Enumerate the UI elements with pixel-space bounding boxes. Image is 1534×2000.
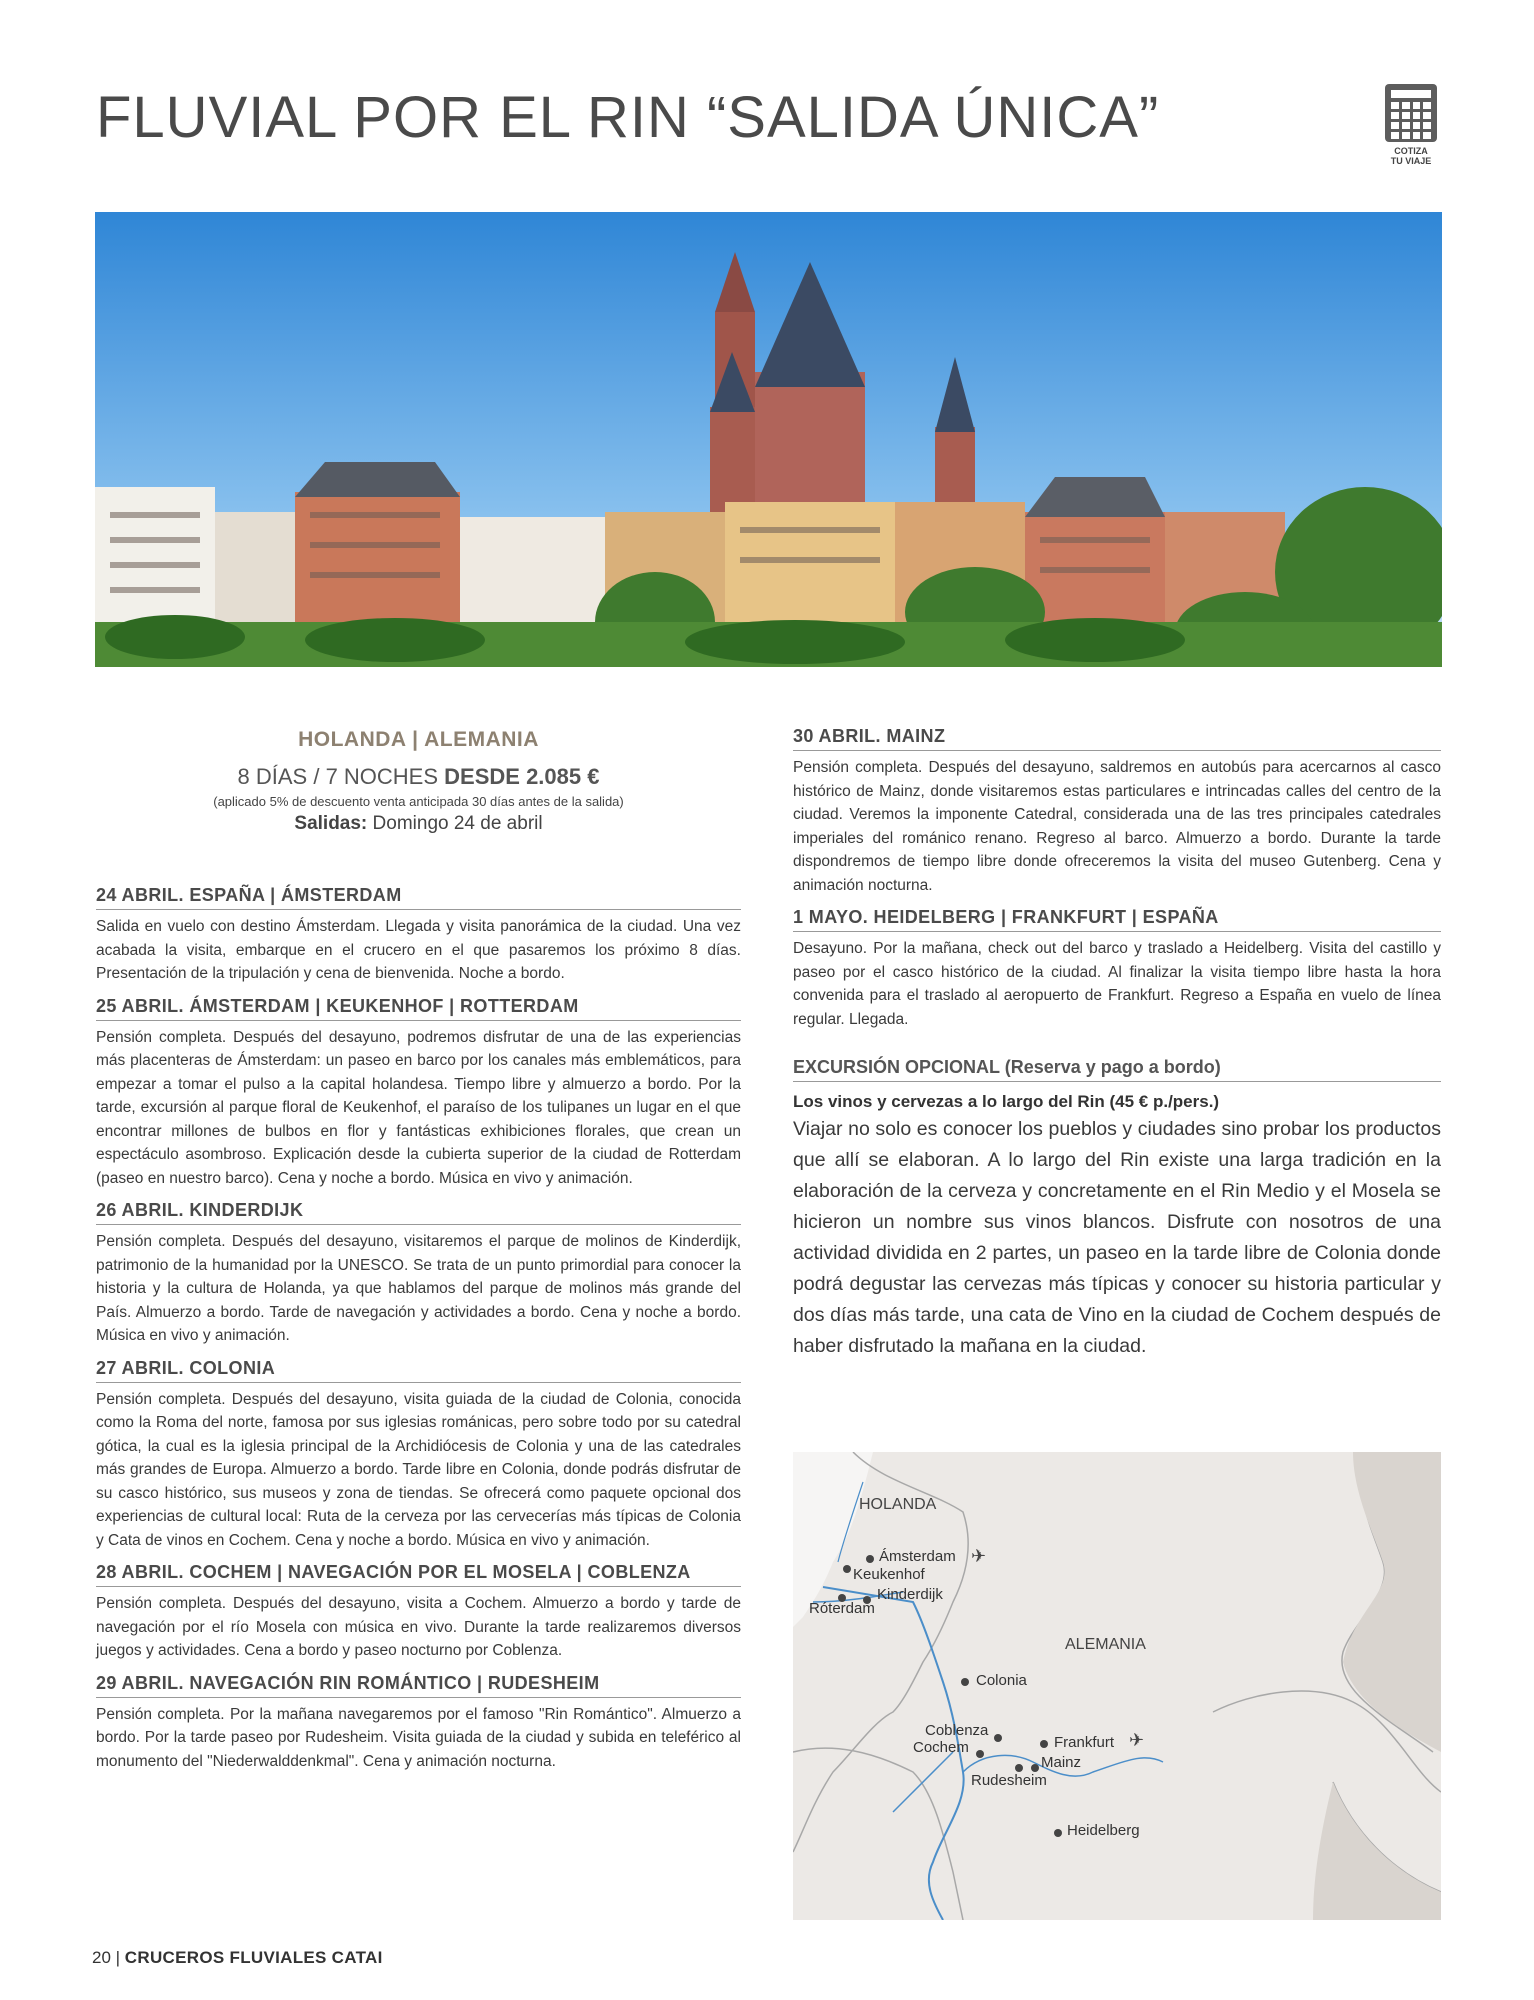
day-title: 25 ABRIL. ÁMSTERDAM | KEUKENHOF | ROTTERDAM bbox=[96, 994, 741, 1021]
day-description: Desayuno. Por la mañana, check out del barco y traslado a Heidelberg. Visita del castillo y paseo por el casco histórico de la ciudad. Al finalizar la visita tiempo libre hasta la hora convenida para el traslado al aeropuerto de Frankfurt. Regreso a España en vuelo de línea regular. Llegada. bbox=[793, 940, 1441, 1028]
map-label-keukenhof: Keukenhof bbox=[853, 1566, 925, 1583]
day-description: Pensión completa. Después del desayuno, saldremos en autobús para acercarnos al casco histórico de Mainz, donde visitaremos estas particulares e intrincadas calles del centro de la ciudad. Veremos la imponente Catedral, considerada una de las tres principales catedrales imperiales del románico renano. Regreso al barco. Almuerzo a bordo. Durante la tarde dispondremos de tiempo libre donde ofreceremos la visita del museo Gutenberg. Cena y animación nocturna. bbox=[793, 759, 1441, 894]
day-title: 29 ABRIL. NAVEGACIÓN RIN ROMÁNTICO | RUDESHEIM bbox=[96, 1671, 741, 1698]
cotiza-label-1: COTIZA bbox=[1394, 146, 1428, 156]
map-label-rudesheim: Rudesheim bbox=[971, 1772, 1047, 1789]
itinerary-day bbox=[793, 905, 1441, 1031]
map-label-frankfurt: Frankfurt bbox=[1054, 1734, 1115, 1751]
excursion-heading bbox=[793, 1055, 1441, 1082]
plane-icon: ✈ bbox=[971, 1546, 987, 1566]
day-description: Pensión completa. Después del desayuno, visita a Cochem. Almuerzo a bordo y tarde de navegación por el río Mosela con música en vivo. Durante la tarde realizaremos diversos juegos y actividades. Cena a bordo y paseo nocturno por Coblenza. bbox=[96, 1595, 741, 1659]
day-description: Salida en vuelo con destino Ámsterdam. Llegada y visita panorámica de la ciudad. Una vez acabada la visita, embarque en el crucero en el que pasaremos los próximo 8 días. Presentación de la tripulación y cena de bienvenida. Noche a bordo. bbox=[96, 918, 741, 982]
day-description: Pensión completa. Después del desayuno, visitaremos el parque de molinos de Kinderdijk, patrimonio de la humanidad por la UNESCO. Se trata de un punto primordial para conocer la historia y la cultura de Holanda, ya que hablamos del parque de molinos más grande del País. Almuerzo a bordo. Tarde de navegación y actividades a bordo. Cena y noche a bordo. Música en vivo y animación. bbox=[96, 1233, 741, 1344]
calculator-icon bbox=[1385, 84, 1437, 142]
page-footer bbox=[92, 1948, 383, 1968]
excursion-note: (Reserva y pago a bordo) bbox=[999, 1057, 1221, 1077]
map-label-mainz: Mainz bbox=[1041, 1754, 1082, 1771]
map-label-kinderdijk: Kinderdijk bbox=[877, 1586, 943, 1603]
map-dot-heidelberg bbox=[1054, 1829, 1062, 1837]
map-dot-coblenza bbox=[994, 1734, 1002, 1742]
itinerary-day bbox=[96, 883, 741, 986]
day-title: 28 ABRIL. COCHEM | NAVEGACIÓN POR EL MOSELA | COBLENZA bbox=[96, 1560, 741, 1587]
departures-value: Domingo 24 de abril bbox=[367, 813, 543, 834]
day-description: Pensión completa. Después del desayuno, visita guiada de la ciudad de Colonia, conocida como la Roma del norte, famosa por sus iglesias románicas, pero sobre todo por su catedral gótica, la cual es la iglesia principal de la Archidiócesis de Colonia y una de las catedrales más grandes de Europa. Almuerzo a bordo. Tarde libre en Colonia, donde podrás disfrutar de su casco histórico, sus museos y zona de tiendas. Se ofrecerá como paquete opcional dos experiencias de cultural local: Ruta de la cerveza por las cervecerías más típicas de Colonia y Cata de vinos en Cochem. Cena y noche a bordo. Música en vivo y animación. bbox=[96, 1390, 741, 1549]
region-heading: HOLANDA | ALEMANIA bbox=[298, 728, 539, 751]
day-description: Pensión completa. Después del desayuno, podremos disfrutar de una de las experiencias más placenteras de Ámsterdam: un paseo en barco por los canales más emblemáticos, para empezar a tomar el pulso a la capital holandesa. Tiempo libre y almuerzo a bordo. Por la tarde, excursión al parque floral de Keukenhof, el paraíso de los tulipanes un lugar en el que encontrar millones de bulbos en flor y fantásticas exhibiciones florales, que crean un espectáculo asombroso. Explicación desde la cubierta superior de la ciudad de Rotterdam (paseo en nuestro barco). Cena y noche a bordo. Música en vivo y animación. bbox=[96, 1028, 741, 1187]
map-label-rotterdam: Róterdam bbox=[809, 1600, 875, 1617]
itinerary-day bbox=[793, 724, 1441, 897]
departures bbox=[96, 813, 741, 835]
map-label-coblenza: Coblenza bbox=[925, 1722, 989, 1739]
excursion-title: EXCURSIÓN OPCIONAL bbox=[793, 1057, 1000, 1077]
day-title: 30 ABRIL. MAINZ bbox=[793, 724, 1441, 751]
map-label-holanda: HOLANDA bbox=[859, 1496, 937, 1513]
map-label-heidelberg: Heidelberg bbox=[1067, 1822, 1140, 1839]
plane-icon-frankfurt: ✈ bbox=[1129, 1730, 1145, 1750]
route-map bbox=[793, 1452, 1441, 1920]
footer-separator: | bbox=[110, 1948, 125, 1967]
map-label-cochem: Cochem bbox=[913, 1739, 969, 1756]
day-title: 24 ABRIL. ESPAÑA | ÁMSTERDAM bbox=[96, 883, 741, 910]
price-text: DESDE 2.085 € bbox=[444, 764, 600, 789]
day-title: 26 ABRIL. KINDERDIJK bbox=[96, 1198, 741, 1225]
footer-label: CRUCEROS FLUVIALES CATAI bbox=[124, 1948, 383, 1967]
map-label-alemania: ALEMANIA bbox=[1065, 1636, 1146, 1653]
departures-label: Salidas: bbox=[294, 813, 368, 834]
page-number: 20 bbox=[92, 1948, 111, 1967]
map-dot-amsterdam bbox=[866, 1555, 874, 1563]
itinerary-right-column bbox=[793, 724, 1441, 1362]
discount-note: (aplicado 5% de descuento venta anticipada 30 días antes de la salida) bbox=[213, 794, 624, 809]
map-dot-mainz bbox=[1031, 1764, 1039, 1772]
map-label-colonia: Colonia bbox=[976, 1672, 1027, 1689]
day-description: Pensión completa. Por la mañana navegaremos por el famoso "Rin Romántico". Almuerzo a bordo. Por la tarde paseo por Rudesheim. Visita guiada de la ciudad y subida en teleférico al monumento del "Niederwalddenkmal". Cena y animación nocturna. bbox=[96, 1705, 741, 1770]
itinerary-left-column bbox=[96, 724, 741, 1773]
itinerary-day bbox=[96, 1671, 741, 1774]
itinerary-day bbox=[96, 1356, 741, 1553]
cotiza-button[interactable] bbox=[1384, 84, 1438, 166]
map-dot-colonia bbox=[961, 1678, 969, 1686]
cotiza-label-2: TU VIAJE bbox=[1390, 156, 1432, 166]
map-label-amsterdam: Ámsterdam bbox=[879, 1548, 956, 1565]
hero-photo bbox=[95, 212, 1442, 667]
map-dot-rudesheim bbox=[1015, 1764, 1023, 1772]
day-title: 1 MAYO. HEIDELBERG | FRANKFURT | ESPAÑA bbox=[793, 905, 1441, 932]
itinerary-day bbox=[96, 1560, 741, 1663]
map-dot-frankfurt bbox=[1040, 1740, 1048, 1748]
excursion-text: Viajar no solo es conocer los pueblos y ciudades sino probar los productos que allí se elaboran. A lo largo del Rin existe una larga tradición en la elaboración de la cerveza y concretamente en el Rin Medio y el Mosela se hicieron un nombre sus vinos blancos. Disfrute con nosotros de una actividad dividida en 2 partes, un paseo en la tarde libre de Colonia donde podrá degustar las cervezas más típicas y conocer su historia particular y dos días más tarde, una cata de Vino en la ciudad de Cochem después de haber disfrutado la mañana en la ciudad. bbox=[793, 1118, 1441, 1357]
itinerary-day bbox=[96, 1198, 741, 1348]
duration-text: 8 DÍAS / 7 NOCHES bbox=[237, 764, 445, 789]
map-dot-cochem bbox=[976, 1750, 984, 1758]
excursion-subtitle: Los vinos y cervezas a lo largo del Rin (45 € p./pers.) bbox=[793, 1092, 1220, 1111]
itinerary-day bbox=[96, 994, 741, 1191]
day-title: 27 ABRIL. COLONIA bbox=[96, 1356, 741, 1383]
page-title: FLUVIAL POR EL RIN “SALIDA ÚNICA” bbox=[96, 85, 1160, 150]
duration-price bbox=[96, 764, 741, 790]
map-dot-keukenhof bbox=[843, 1565, 851, 1573]
